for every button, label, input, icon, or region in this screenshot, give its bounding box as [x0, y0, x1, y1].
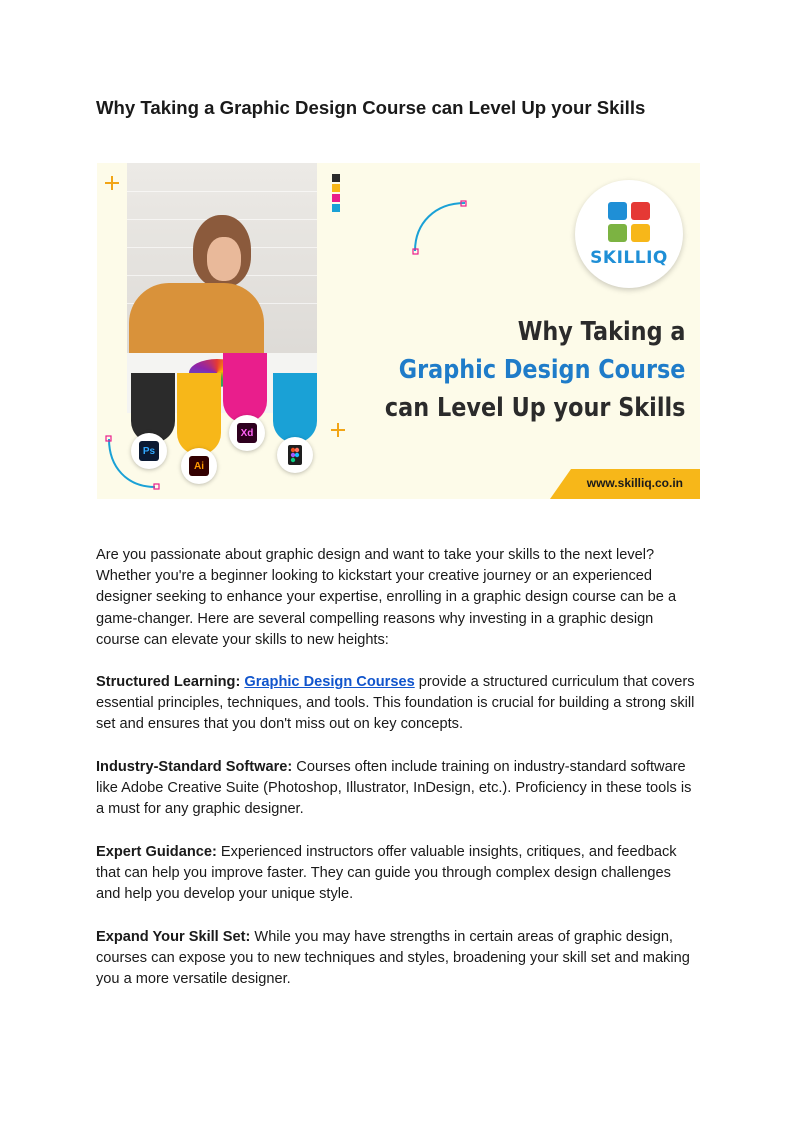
- section-heading: Expand Your Skill Set:: [96, 929, 251, 945]
- swatch-cyan: [332, 204, 340, 212]
- logo-text: SKILLIQ: [590, 248, 668, 268]
- banner-headline: [384, 313, 685, 427]
- website-url: www.skilliq.co.in: [586, 476, 683, 490]
- plus-cross-icon: [331, 423, 345, 437]
- intro-paragraph: Are you passionate about graphic design and want to take your skills to the next level? Whether you're a beginner looking to kickstart your creative journey or an experienced designer seeking to enhance your expertise, enrolling in a graphic design course can be a game-changer. Here are several compelling reasons why investing in a graphic design course can elevate your skills to new heights:: [96, 547, 677, 648]
- section-expert-guidance: [96, 842, 696, 906]
- section-heading: Industry-Standard Software:: [96, 759, 293, 775]
- page-title: Why Taking a Graphic Design Course can Level Up your Skills: [96, 97, 646, 118]
- section-industry-software: [96, 757, 696, 821]
- banner-image: [97, 163, 700, 499]
- section-text: While you may have strengths in certain areas of graphic design, courses can expose you to new techniques and styles, broadening your skill set and making you a more versatile designer.: [96, 929, 690, 988]
- illustrator-label: Ai: [189, 456, 209, 476]
- section-text: provide a structured curriculum that covers essential principles, techniques, and tools. This foundation is crucial for building a strong skill set and ensures that you don't miss out on key concepts.: [96, 674, 695, 733]
- section-text: Experienced instructors offer valuable insights, critiques, and feedback that can help you improve faster. They can guide you through complex design challenges and help you develop your unique style.: [96, 844, 677, 903]
- graphic-design-courses-link[interactable]: Graphic Design Courses: [244, 674, 415, 690]
- headline-line-1: Why Taking a: [517, 317, 685, 347]
- section-structured-learning: [96, 672, 696, 736]
- logo-grid-icon: [608, 202, 650, 242]
- photoshop-label: Ps: [139, 441, 159, 461]
- headline-line-3: can Level Up your Skills: [384, 393, 685, 423]
- plus-cross-icon: [105, 176, 119, 190]
- section-expand-skill-set: [96, 927, 696, 991]
- swatch-pink: [332, 194, 340, 202]
- section-heading: Structured Learning:: [96, 674, 241, 690]
- section-text: Courses often include training on industry-standard software like Adobe Creative Suite (Photoshop, Illustrator, InDesign, etc.). Proficiency in these tools is a must for any graphic designer.: [96, 759, 692, 818]
- headline-line-2: Graphic Design Course: [398, 355, 685, 385]
- section-heading: Expert Guidance:: [96, 844, 217, 860]
- swatch-yellow: [332, 184, 340, 192]
- skilliq-logo: [575, 180, 683, 288]
- xd-label: Xd: [237, 423, 257, 443]
- swatch-black: [332, 174, 340, 182]
